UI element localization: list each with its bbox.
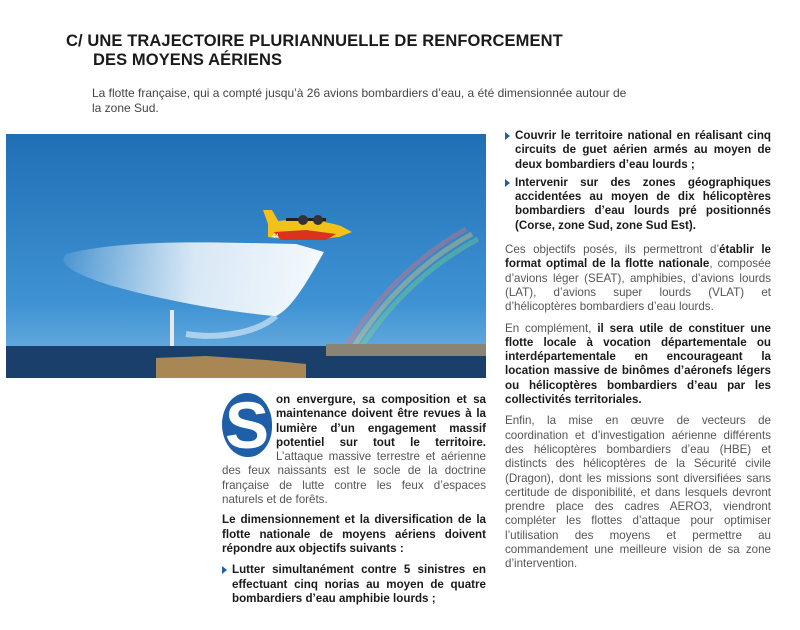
heading-line-2: DES MOYENS AÉRIENS bbox=[93, 51, 283, 69]
bullet-arrow-icon bbox=[505, 179, 510, 187]
local-fleet-paragraph bbox=[505, 322, 771, 408]
local-fleet-emphasis: il sera utile de constituer une flotte locale à vocation départementale ou interdépartementale en encourageant la location massive de binômes d’aéronefs légers ou hélicoptères bombardiers d’eau par les collectivités territoriales. bbox=[505, 321, 772, 407]
objective-bullet-3 bbox=[505, 176, 771, 233]
fleet-format-text-c: , composée d’avions léger (SEAT), amphibies, d’avions lourds (LAT), d’avions super lourds (VLAT) et d’hélicoptères bombardiers d’eau lourds. bbox=[505, 257, 771, 314]
lighthouse bbox=[170, 310, 174, 346]
dropcap-letter: S bbox=[222, 393, 272, 457]
bullet-arrow-icon bbox=[222, 566, 227, 574]
objective-bullet-3-text: Intervenir sur des zones géographiques accidentées au moyen de dix hélicoptères bombardiers d’eau lourds pré positionnés (Corse, zone Sud, zone Sud Est). bbox=[515, 175, 771, 232]
local-fleet-text-a: En complément, bbox=[505, 321, 598, 335]
fleet-format-emphasis: établir le format optimal de la flotte nationale bbox=[505, 243, 772, 271]
fleet-format-paragraph bbox=[505, 243, 771, 314]
objective-bullet-2 bbox=[505, 129, 771, 172]
objective-bullet-2-text: Couvrir le territoire national en réalisant cinq circuits de guet aérien armés au moyen de deux bombardiers d’eau lourds ; bbox=[515, 129, 771, 171]
heading-line-1: C/ UNE TRAJECTOIRE PLURIANNUELLE DE RENFORCEMENT bbox=[66, 32, 563, 50]
doctrine-paragraph: L’attaque massive terrestre et aérienne des feux naissants est le socle de la doctrine française de lutte contre les feux d’espaces naturels et de forêts. bbox=[222, 450, 486, 507]
coordination-paragraph: Enfin, la mise en œuvre de vecteurs de coordination et d’investigation aérienne différents des hélicoptères bombardiers d’eau (HBE) et distincts des hélicoptères de la Sécurité civile (Dragon), dont les missions sont diversifiées sans certitude de disponibilité, et dans lesquels devront prendre place des cadres AERO3, viendront compléter les flottes d’attaque pour optimiser l’utilisation des moyens et permettre au commandement une meilleure vision de sa zone d’intervention. bbox=[505, 414, 771, 571]
intro-line-1: La flotte française, qui a compté jusqu’à 26 avions bombardiers d’eau, a été dimensionnée autour de bbox=[92, 86, 627, 100]
photo-illustration bbox=[6, 134, 486, 378]
objective-bullet-1 bbox=[222, 563, 486, 606]
harbour-wall bbox=[326, 344, 486, 356]
objectives-intro: Le dimensionnement et la diversification de la flotte nationale de moyens aériens doivent répondre aux objectifs suivants : bbox=[222, 513, 486, 555]
lead-sentence: on envergure, sa composition et sa maintenance doivent être revues à la lumière d’un engagement massif potentiel sur tout le territoire. bbox=[276, 393, 486, 449]
intro-paragraph bbox=[92, 86, 652, 116]
left-column bbox=[222, 388, 486, 610]
right-column bbox=[505, 129, 771, 579]
fleet-format-text-a: Ces objectifs posés, ils permettront d’ bbox=[505, 243, 720, 257]
aircraft-number: 44 bbox=[272, 234, 279, 240]
intro-line-2: la zone Sud. bbox=[92, 101, 159, 115]
objective-bullet-1-text: Lutter simultanément contre 5 sinistres en effectuant cinq norias au moyen de quatre bombardiers d’eau amphibie lourds ; bbox=[232, 563, 486, 605]
section-heading bbox=[66, 32, 563, 70]
water-bomber-photo bbox=[6, 134, 486, 378]
bullet-arrow-icon bbox=[505, 132, 510, 140]
